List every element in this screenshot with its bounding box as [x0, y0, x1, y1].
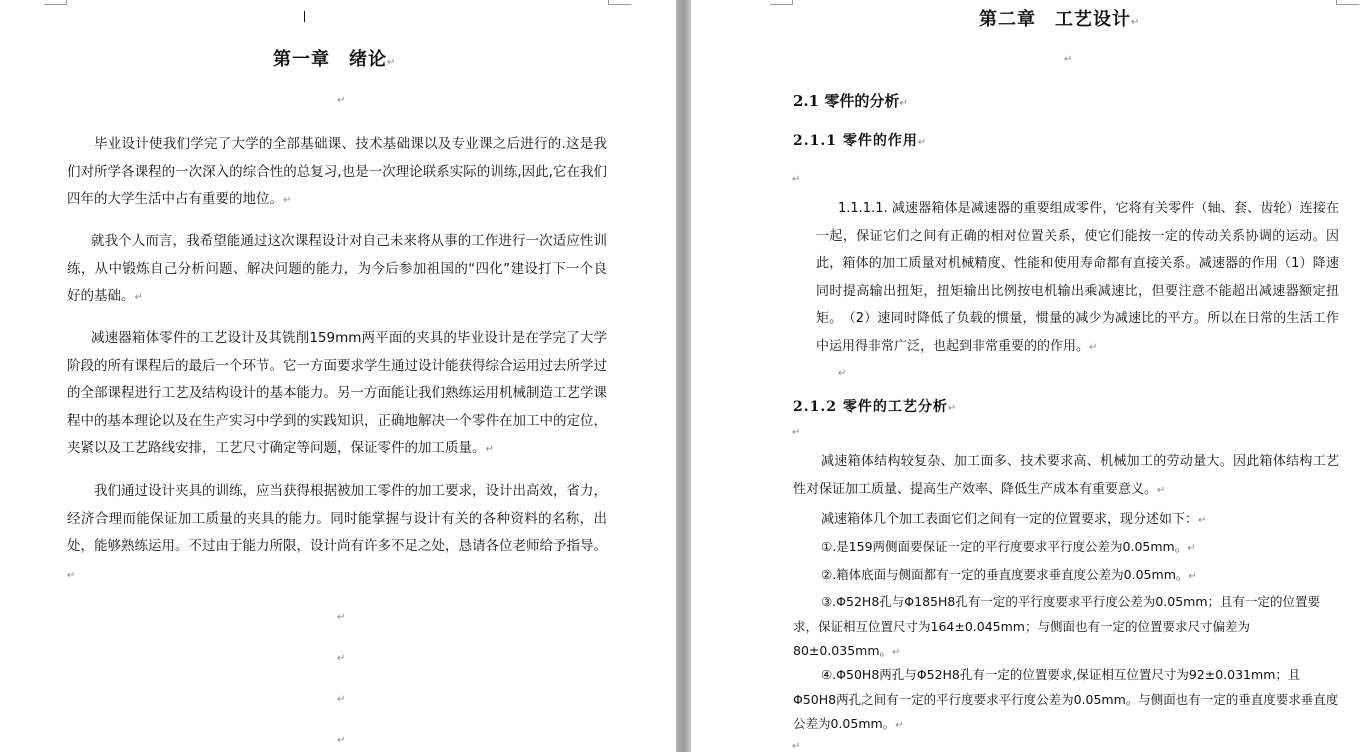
text-cursor	[304, 11, 305, 22]
paragraph-mark: ↵	[1198, 515, 1207, 526]
paragraph-mark: ↵	[337, 694, 346, 705]
body-paragraph: 就我个人而言，我希望能通过这次课程设计对自己未来将从事的工作进行一次适应性训练，从中锻炼自己分析问题、解决问题的能力，为今后参加祖国的“四化”建设打下一个良好的基础。↵	[67, 233, 607, 304]
paragraph-mark: ↵	[337, 735, 346, 746]
paragraph-mark: ↵	[1187, 543, 1196, 554]
paragraph-mark: ↵	[1131, 17, 1141, 28]
paragraph-mark: ↵	[283, 195, 292, 206]
paragraph-mark: ↵	[1064, 54, 1073, 65]
body-paragraph: 减速箱体结构较复杂、加工面多、技术要求高、机械加工的劳动量大。因此箱体结构工艺性对保证加工质量、提高生产效率、降低生产成本有重要意义。↵	[793, 454, 1339, 497]
paragraph-mark: ↵	[337, 653, 346, 664]
chapter-title: 第一章 绪论↵	[273, 49, 397, 70]
paragraph-mark: ↵	[1157, 484, 1166, 496]
list-paragraph: 1.1.1.1. 减速器箱体是减速器的重要组成零件，它将有关零件（轴、套、齿轮）连接在一起，保证它们之间有正确的相对位置关系，使它们能按一定的传动关系协调的运动。因此，箱体的加工质量对机械精度、性能和使用寿命都有直接关系。减速器的作用（1）降速同时提高输出扭矩，扭矩输出比例按电机输出乘减速比，但要注意不能超出减速器额定扭矩。 （2）速同时降低了负载的惯量，惯量的减少为减速比的平方。所以在日常的生活工作中运用得非常广泛，也起到非常重要的的作用。↵	[816, 201, 1339, 354]
page-gap	[676, 0, 691, 752]
list-item: ①.是159两侧面要保证一定的平行度要求平行度公差为0.05mm。↵	[821, 539, 1196, 554]
body-paragraph: 毕业设计使我们学完了大学的全部基础课、技术基础课以及专业课之后进行的.这是我们对所学各课程的一次深入的综合性的总复习,也是一次理论联系实际的训练,因此,它在我们四年的大学生活中占有重要的地位。↵	[67, 136, 607, 207]
page-corner-marker	[770, 0, 793, 5]
body-paragraph: 我们通过设计夹具的训练，应当获得根据被加工零件的加工要求，设计出高效，省力，经济合理而能保证加工质量的夹具的能力。同时能掌握与设计有关的各种资料的名称，出处，能够熟练运用。不过由于能力所限，设计尚有许多不足之处，恳请各位老师给予指导。↵	[67, 483, 607, 581]
paragraph-mark: ↵	[947, 403, 958, 414]
paragraph-mark: ↵	[792, 741, 801, 752]
subsection-heading: 2.1.1 零件的作用↵	[793, 133, 928, 149]
page-corner-marker	[608, 0, 631, 5]
body-paragraph: 减速器箱体零件的工艺设计及其铣削159mm两平面的夹具的毕业设计是在学完了大学阶段的所有课程后的最后一个环节。它一方面要求学生通过设计能获得综合运用过去所学过的全部课程进行工艺及结构设计的基本能力。另一方面能让我们熟练运用机械制造工艺学课程中的基本理论以及在生产实习中学到的实践知识，正确地解决一个零件在加工中的定位，夹紧以及工艺路线安排，工艺尺寸确定等问题，保证零件的加工质量。↵	[67, 330, 607, 456]
paragraph-mark: ↵	[485, 444, 494, 455]
paragraph-mark: ↵	[387, 57, 397, 68]
paragraph-mark: ↵	[917, 137, 928, 148]
paragraph-mark: ↵	[792, 174, 801, 185]
document-page-right[interactable]	[691, 0, 1361, 752]
list-item: ④.Φ50H8两孔与Φ52H8孔有一定的位置要求,保证相互位置尺寸为92±0.031mm；且Φ50H8两孔之间有一定的平行度要求平行度公差为0.05mm。与侧面也有一定的垂直度要求垂直度公差为0.05mm。↵	[793, 667, 1339, 731]
subsection-heading: 2.1.2 零件的工艺分析↵	[793, 399, 958, 415]
paragraph-mark: ↵	[1188, 571, 1197, 582]
paragraph-mark: ↵	[337, 95, 346, 106]
body-paragraph: 减速箱体几个加工表面它们之间有一定的位置要求，现分述如下：↵	[821, 512, 1207, 527]
list-item: ③.Φ52H8孔与Φ185H8孔有一定的平行度要求平行度公差为0.05mm；且有一定的位置要求，保证相互位置尺寸为164±0.045mm；与侧面也有一定的位置要求尺寸偏差为80±0.035mm。↵	[793, 594, 1321, 658]
page-corner-marker	[1336, 0, 1359, 5]
list-item: ②.箱体底面与侧面都有一定的垂直度要求垂直度公差为0.05mm。↵	[821, 567, 1197, 582]
paragraph-mark: ↵	[67, 569, 76, 581]
page-corner-marker	[44, 0, 67, 5]
chapter-title: 第二章 工艺设计↵	[979, 9, 1141, 30]
paragraph-mark: ↵	[792, 427, 801, 438]
paragraph-mark: ↵	[838, 368, 847, 379]
paragraph-mark: ↵	[1089, 341, 1098, 353]
section-heading: 2.1 零件的分析↵	[793, 92, 908, 110]
paragraph-mark: ↵	[337, 612, 346, 623]
paragraph-mark: ↵	[134, 292, 143, 303]
paragraph-mark: ↵	[899, 98, 908, 109]
paragraph-mark: ↵	[895, 720, 904, 731]
paragraph-mark: ↵	[892, 647, 901, 658]
document-page-left[interactable]	[0, 0, 676, 752]
